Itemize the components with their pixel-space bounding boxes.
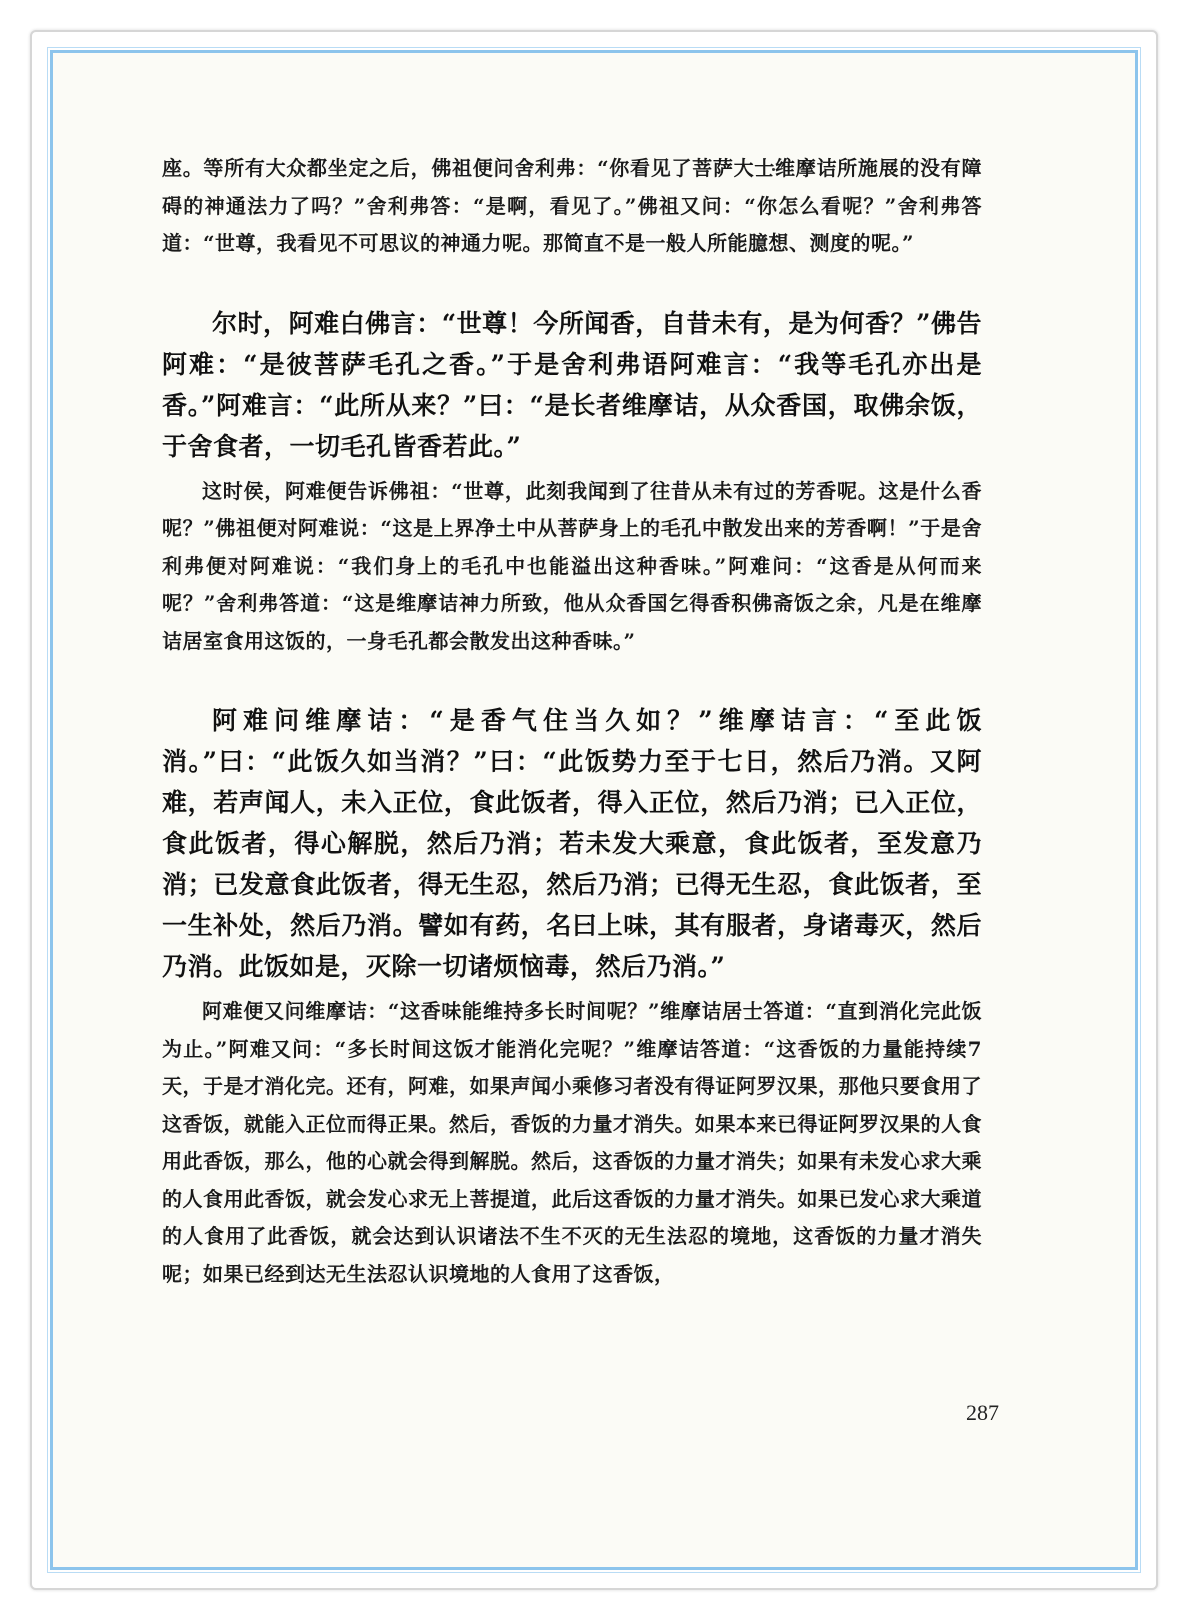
translation-paragraph-3: 阿难便又问维摩诘：“这香味能维持多长时间呢？”维摩诘居士答道：“直到消化完此饭为止。”阿难又问：“多长时间这饭才能消化完呢？”维摩诘答道：“这香饭的力量能持续7天，于是才消化完。还有，阿难，如果声闻小乘修习者没有得证阿罗汉果，那他只要食用了这香饭，就能入正位而得正果。然后，香饭的力量才消失。如果本来已得证阿罗汉果的人食用此香饭，那么，他的心就会得到解脱。然后，这香饭的力量才消失；如果有未发心求大乘的人食用此香饭，就会发心求无上菩提道，此后这香饭的力量才消失。如果已发心求大乘道的人食用了此香饭，就会达到认识诸法不生不灭的无生法忍的境地，这香饭的力量才消失呢；如果已经到达无生法忍认识境地的人食用了这香饭， [162,999,982,1286]
page-number: 287 [966,1400,999,1425]
document-body [162,150,982,1293]
translation-paragraph-2: 这时侯，阿难便告诉佛祖：“世尊，此刻我闻到了往昔从未有过的芳香呢。这是什么香呢？”佛祖便对阿难说：“这是上界净土中从菩萨身上的毛孔中散发出来的芳香啊！”于是舍利弗便对阿难说：“我们身上的毛孔中也能溢出这种香味。”阿难问：“这香是从何而来呢？”舍利弗答道：“这是维摩诘神力所致，他从众香国乞得香积佛斋饭之余，凡是在维摩诘居室食用这饭的，一身毛孔都会散发出这种香味。” [162,478,982,653]
classical-paragraph-1: 尔时，阿难白佛言：“世尊！今所闻香，自昔未有，是为何香？”佛告阿难：“是彼菩萨毛孔之香。”于是舍利弗语阿难言：“我等毛孔亦出是香。”阿难言：“此所从来？”曰：“是长者维摩诘，从众香国，取佛余饭，于舍食者，一切毛孔皆香若此。” [162,308,982,461]
classical-paragraph-2: 阿难问维摩诘：“是香气住当久如？”维摩诘言：“至此饭消。”曰：“此饭久如当消？”曰：“此饭势力至于七日，然后乃消。又阿难，若声闻人，未入正位，食此饭者，得入正位，然后乃消；已入正位，食此饭者，得心解脱，然后乃消；若未发大乘意，食此饭者，至发意乃消；已发意食此饭者，得无生忍，然后乃消；已得无生忍，食此饭者，至一生补处，然后乃消。譬如有药，名曰上味，其有服者，身诸毒灭，然后乃消。此饭如是，灭除一切诸烦恼毒，然后乃消。” [162,706,982,981]
translation-paragraph-1: 座。等所有大众都坐定之后，佛祖便问舍利弗：“你看见了菩萨大士维摩诘所施展的没有障碍的神通法力了吗？”舍利弗答：“是啊，看见了。”佛祖又问：“你怎么看呢？”舍利弗答道：“世尊，我看见不可思议的神通力呢。那简直不是一般人所能臆想、测度的呢。” [162,156,982,255]
